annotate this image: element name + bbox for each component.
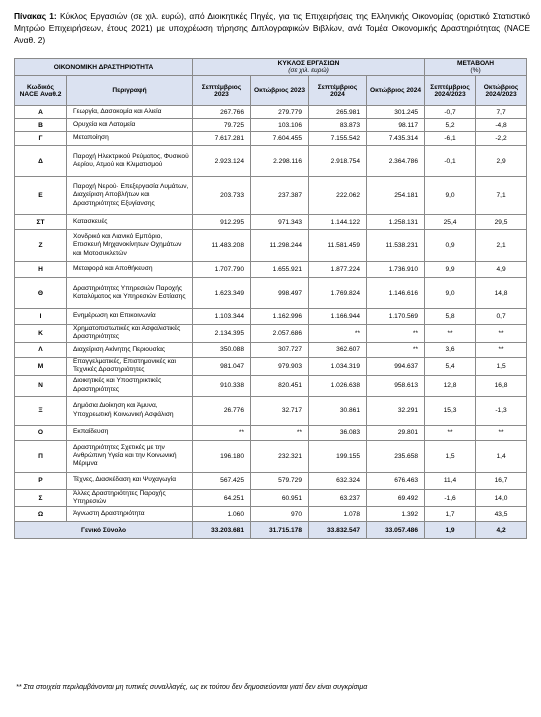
- sep2023-cell: 1.707.790: [193, 262, 251, 278]
- oct-change-cell: 7,7: [476, 106, 527, 119]
- code-cell: Γ: [15, 132, 67, 146]
- sep2023-cell: 981.047: [193, 357, 251, 375]
- table-row: [15, 342, 527, 357]
- sep-change-cell: 25,4: [425, 215, 476, 230]
- table-caption: [14, 10, 530, 46]
- code-cell: Κ: [15, 325, 67, 343]
- change-title: ΜΕΤΑΒΟΛΗ: [457, 60, 495, 67]
- total-label: Γενικό Σύνολο: [15, 522, 193, 539]
- sep2023-column-header: Σεπτέμβριος 2023: [193, 76, 251, 106]
- oct2024-cell: 1.146.616: [367, 278, 425, 309]
- oct2024-cell: 11.538.231: [367, 230, 425, 262]
- oct2023-cell: 232.321: [251, 440, 309, 472]
- sep2023-cell: 2.134.395: [193, 325, 251, 343]
- oct2024-cell: 254.181: [367, 177, 425, 215]
- sep2023-cell: 79.725: [193, 119, 251, 132]
- table-row: [15, 262, 527, 278]
- oct-change-cell: 7,1: [476, 177, 527, 215]
- turnover-table: [14, 58, 527, 539]
- oct2024-cell: 1.170.569: [367, 309, 425, 325]
- oct2024-cell: 7.435.314: [367, 132, 425, 146]
- sep2023-cell: 567.425: [193, 472, 251, 489]
- oct-change-cell: 2,9: [476, 146, 527, 177]
- sep2024-column-header: Σεπτέμβριος 2024: [309, 76, 367, 106]
- code-cell: Μ: [15, 357, 67, 375]
- sep2024-cell: 2.918.754: [309, 146, 367, 177]
- table-row: [15, 489, 527, 507]
- oct2023-cell: 11.298.244: [251, 230, 309, 262]
- table-row: [15, 309, 527, 325]
- description-cell: Επαγγελματικές, Επιστημονικές και Τεχνικές Δραστηριότητες: [67, 357, 193, 375]
- oct2023-cell: 579.729: [251, 472, 309, 489]
- sep2024-cell: 1.078: [309, 507, 367, 522]
- sep-change-cell: **: [425, 325, 476, 343]
- total-row: [15, 522, 527, 539]
- table-row: [15, 425, 527, 440]
- description-cell: Διοικητικές και Υποστηρικτικές Δραστηριότητες: [67, 375, 193, 396]
- sep2024-cell: 1.034.319: [309, 357, 367, 375]
- oct-change-cell: 14,8: [476, 278, 527, 309]
- description-cell: Χονδρικό και Λιανικό Εμπόριο, Επισκευή Μηχανοκίνητων Οχημάτων και Μοτοσυκλετών: [67, 230, 193, 262]
- description-cell: Παροχή Ηλεκτρικού Ρεύματος, Φυσικού Αερίου, Ατμού και Κλιματισμού: [67, 146, 193, 177]
- sep-change-cell: 1,7: [425, 507, 476, 522]
- description-cell: Διαχείριση Ακίνητης Περιουσίας: [67, 342, 193, 357]
- sep-change-cell: -1,6: [425, 489, 476, 507]
- code-cell: ΣΤ: [15, 215, 67, 230]
- oct2023-cell: 60.951: [251, 489, 309, 507]
- oct2023-cell: **: [251, 425, 309, 440]
- sep2023-cell: 1.103.344: [193, 309, 251, 325]
- sep2024-cell: 83.873: [309, 119, 367, 132]
- description-cell: Κατασκευές: [67, 215, 193, 230]
- oct-change-cell: 4,9: [476, 262, 527, 278]
- table-body: [15, 106, 527, 522]
- change-unit: (%): [470, 67, 481, 74]
- table-row: [15, 440, 527, 472]
- oct-change-cell: 1,4: [476, 440, 527, 472]
- oct-change-cell: 1,5: [476, 357, 527, 375]
- oct2023-cell: 971.343: [251, 215, 309, 230]
- oct-change-cell: **: [476, 425, 527, 440]
- code-cell: Λ: [15, 342, 67, 357]
- sep2023-cell: 1.623.349: [193, 278, 251, 309]
- sep2024-cell: 265.981: [309, 106, 367, 119]
- sep-change-cell: 11,4: [425, 472, 476, 489]
- sep-change-column-header: Σεπτέμβριος 2024/2023: [425, 76, 476, 106]
- sep2023-cell: 910.338: [193, 375, 251, 396]
- oct2023-cell: 970: [251, 507, 309, 522]
- oct-change-cell: **: [476, 342, 527, 357]
- change-header: [425, 59, 527, 76]
- table-row: [15, 396, 527, 425]
- table-row: [15, 507, 527, 522]
- sep2023-cell: **: [193, 425, 251, 440]
- sep-change-cell: 9,9: [425, 262, 476, 278]
- oct-change-column-header: Οκτώβριος 2024/2023: [476, 76, 527, 106]
- sep-change-cell: 5,2: [425, 119, 476, 132]
- oct2023-cell: 237.387: [251, 177, 309, 215]
- code-cell: Β: [15, 119, 67, 132]
- oct-change-cell: -2,2: [476, 132, 527, 146]
- oct2024-cell: 1.258.131: [367, 215, 425, 230]
- sep2023-cell: 26.776: [193, 396, 251, 425]
- sep2023-cell: 11.483.208: [193, 230, 251, 262]
- code-cell: Ρ: [15, 472, 67, 489]
- sep2024-cell: 30.861: [309, 396, 367, 425]
- description-cell: Ενημέρωση και Επικοινωνία: [67, 309, 193, 325]
- table-row: [15, 230, 527, 262]
- oct-change-cell: 43,5: [476, 507, 527, 522]
- sep2024-cell: 1.769.824: [309, 278, 367, 309]
- oct-change-cell: 14,0: [476, 489, 527, 507]
- total-oct-change: 4,2: [476, 522, 527, 539]
- table-row: [15, 215, 527, 230]
- description-cell: Δραστηριότητες Υπηρεσιών Παροχής Καταλύματος και Υπηρεσιών Εστίασης: [67, 278, 193, 309]
- oct2023-cell: 32.717: [251, 396, 309, 425]
- oct2024-cell: **: [367, 342, 425, 357]
- sep2024-cell: 199.155: [309, 440, 367, 472]
- table-row: [15, 325, 527, 343]
- turnover-title: ΚΥΚΛΟΣ ΕΡΓΑΣΙΩΝ: [277, 60, 340, 67]
- description-column-header: Περιγραφή: [67, 76, 193, 106]
- sep-change-cell: **: [425, 425, 476, 440]
- table-row: [15, 375, 527, 396]
- sep2024-cell: 11.581.459: [309, 230, 367, 262]
- code-cell: Η: [15, 262, 67, 278]
- oct-change-cell: 2,1: [476, 230, 527, 262]
- sep2024-cell: 1.877.224: [309, 262, 367, 278]
- sep-change-cell: -6,1: [425, 132, 476, 146]
- sep2023-cell: 7.617.281: [193, 132, 251, 146]
- caption-label: Πίνακας 1:: [14, 11, 57, 21]
- oct2024-cell: **: [367, 325, 425, 343]
- sep2024-cell: 1.026.638: [309, 375, 367, 396]
- total-oct2023: 31.715.178: [251, 522, 309, 539]
- table-row: [15, 177, 527, 215]
- oct2024-cell: 958.613: [367, 375, 425, 396]
- oct2023-cell: 1.655.921: [251, 262, 309, 278]
- oct-change-cell: 16,8: [476, 375, 527, 396]
- sep-change-cell: -0,1: [425, 146, 476, 177]
- oct2024-cell: 98.117: [367, 119, 425, 132]
- sep-change-cell: 3,6: [425, 342, 476, 357]
- code-cell: Α: [15, 106, 67, 119]
- oct2023-cell: 279.779: [251, 106, 309, 119]
- table-row: [15, 146, 527, 177]
- description-cell: Τέχνες, Διασκέδαση και Ψυχαγωγία: [67, 472, 193, 489]
- oct2023-column-header: Οκτώβριος 2023: [251, 76, 309, 106]
- oct-change-cell: 16,7: [476, 472, 527, 489]
- table-row: [15, 106, 527, 119]
- sep-change-cell: 15,3: [425, 396, 476, 425]
- total-sep2023: 33.203.681: [193, 522, 251, 539]
- oct2024-column-header: Οκτώβριος 2024: [367, 76, 425, 106]
- sep2024-cell: 63.237: [309, 489, 367, 507]
- oct2023-cell: 7.604.455: [251, 132, 309, 146]
- oct2024-cell: 69.492: [367, 489, 425, 507]
- oct2023-cell: 1.162.996: [251, 309, 309, 325]
- description-cell: Μεταποίηση: [67, 132, 193, 146]
- sep-change-cell: 9,0: [425, 278, 476, 309]
- table-container: [14, 58, 526, 539]
- sep2024-cell: 1.166.944: [309, 309, 367, 325]
- sep2024-cell: 7.155.542: [309, 132, 367, 146]
- sep2024-cell: **: [309, 325, 367, 343]
- oct2023-cell: 820.451: [251, 375, 309, 396]
- sep2024-cell: 362.607: [309, 342, 367, 357]
- footnote: ** Στα στοιχεία περιλαμβάνονται μη τυπικές συναλλαγές, ως εκ τούτου δεν δημοσιεύονται γιατί δεν είναι συγκρίσιμα: [16, 684, 368, 691]
- table-row: [15, 119, 527, 132]
- code-cell: Ο: [15, 425, 67, 440]
- oct2023-cell: 979.903: [251, 357, 309, 375]
- sep2023-cell: 203.733: [193, 177, 251, 215]
- sep-change-cell: 0,9: [425, 230, 476, 262]
- description-cell: Χρηματοπιστωτικές και Ασφαλιστικές Δραστηριότητες: [67, 325, 193, 343]
- sep-change-cell: -0,7: [425, 106, 476, 119]
- oct2023-cell: 103.106: [251, 119, 309, 132]
- oct-change-cell: -1,3: [476, 396, 527, 425]
- code-cell: Ζ: [15, 230, 67, 262]
- sep2023-cell: 196.180: [193, 440, 251, 472]
- turnover-unit: (σε χιλ. ευρώ): [288, 67, 329, 74]
- sep2023-cell: 64.251: [193, 489, 251, 507]
- sep-change-cell: 5,8: [425, 309, 476, 325]
- activity-header: ΟΙΚΟΝΟΜΙΚΗ ΔΡΑΣΤΗΡΙΟΤΗΤΑ: [15, 59, 193, 76]
- sep-change-cell: 5,4: [425, 357, 476, 375]
- code-cell: Ν: [15, 375, 67, 396]
- oct-change-cell: -4,8: [476, 119, 527, 132]
- code-cell: Ω: [15, 507, 67, 522]
- oct2024-cell: 1.736.910: [367, 262, 425, 278]
- description-cell: Άγνωστη Δραστηριότητα: [67, 507, 193, 522]
- sep-change-cell: 1,5: [425, 440, 476, 472]
- oct2024-cell: 29.801: [367, 425, 425, 440]
- sep2024-cell: 36.083: [309, 425, 367, 440]
- description-cell: Δραστηριότητες Σχετικές με την Ανθρώπινη Υγεία και την Κοινωνική Μέριμνα: [67, 440, 193, 472]
- sep2024-cell: 632.324: [309, 472, 367, 489]
- oct2024-cell: 235.658: [367, 440, 425, 472]
- sep2023-cell: 1.060: [193, 507, 251, 522]
- total-sep-change: 1,9: [425, 522, 476, 539]
- oct2024-cell: 32.291: [367, 396, 425, 425]
- code-cell: Σ: [15, 489, 67, 507]
- code-cell: Ξ: [15, 396, 67, 425]
- description-cell: Παροχή Νερού· Επεξεργασία Λυμάτων, Διαχείριση Αποβλήτων και Δραστηριότητες Εξυγίανσης: [67, 177, 193, 215]
- oct2024-cell: 1.392: [367, 507, 425, 522]
- code-cell: Ι: [15, 309, 67, 325]
- code-cell: Δ: [15, 146, 67, 177]
- sep2023-cell: 2.923.124: [193, 146, 251, 177]
- table-row: [15, 132, 527, 146]
- sep2024-cell: 222.062: [309, 177, 367, 215]
- oct2023-cell: 2.057.686: [251, 325, 309, 343]
- sep2023-cell: 350.088: [193, 342, 251, 357]
- description-cell: Δημόσια Διοίκηση και Άμυνα, Υποχρεωτική Κοινωνική Ασφάλιση: [67, 396, 193, 425]
- code-cell: Π: [15, 440, 67, 472]
- description-cell: Άλλες Δραστηριότητες Παροχής Υπηρεσιών: [67, 489, 193, 507]
- description-cell: Εκπαίδευση: [67, 425, 193, 440]
- sep2023-cell: 267.766: [193, 106, 251, 119]
- total-sep2024: 33.832.547: [309, 522, 367, 539]
- description-cell: Γεωργία, Δασοκομία και Αλιεία: [67, 106, 193, 119]
- sep2024-cell: 1.144.122: [309, 215, 367, 230]
- oct2024-cell: 676.463: [367, 472, 425, 489]
- code-cell: Θ: [15, 278, 67, 309]
- turnover-header: [193, 59, 425, 76]
- description-cell: Ορυχεία και Λατομεία: [67, 119, 193, 132]
- oct2023-cell: 2.298.116: [251, 146, 309, 177]
- caption-text: Κύκλος Εργασιών (σε χιλ. ευρώ), από Διοικητικές Πηγές, για τις Επιχειρήσεις της Ελληνικής Οικονομίας (οριστικό Στατιστικό Μητρώο Επιχειρήσεων, έτους 2021) με υποχρέωση τήρησης Διπλογραφικών Βιβλίων, ανά Τομέα Οικονομικής Δραστηριότητας (NACE Αναθ. 2): [14, 11, 530, 45]
- table-row: [15, 357, 527, 375]
- oct2023-cell: 307.727: [251, 342, 309, 357]
- oct2024-cell: 2.364.786: [367, 146, 425, 177]
- oct-change-cell: 29,5: [476, 215, 527, 230]
- sep-change-cell: 12,8: [425, 375, 476, 396]
- oct2024-cell: 301.245: [367, 106, 425, 119]
- sep-change-cell: 9,0: [425, 177, 476, 215]
- oct2023-cell: 998.497: [251, 278, 309, 309]
- oct-change-cell: **: [476, 325, 527, 343]
- table-row: [15, 472, 527, 489]
- description-cell: Μεταφορά και Αποθήκευση: [67, 262, 193, 278]
- oct2024-cell: 994.637: [367, 357, 425, 375]
- code-cell: Ε: [15, 177, 67, 215]
- table-row: [15, 278, 527, 309]
- sep2023-cell: 912.295: [193, 215, 251, 230]
- total-oct2024: 33.057.486: [367, 522, 425, 539]
- code-column-header: Κωδικός NACE Αναθ.2: [15, 76, 67, 106]
- oct-change-cell: 0,7: [476, 309, 527, 325]
